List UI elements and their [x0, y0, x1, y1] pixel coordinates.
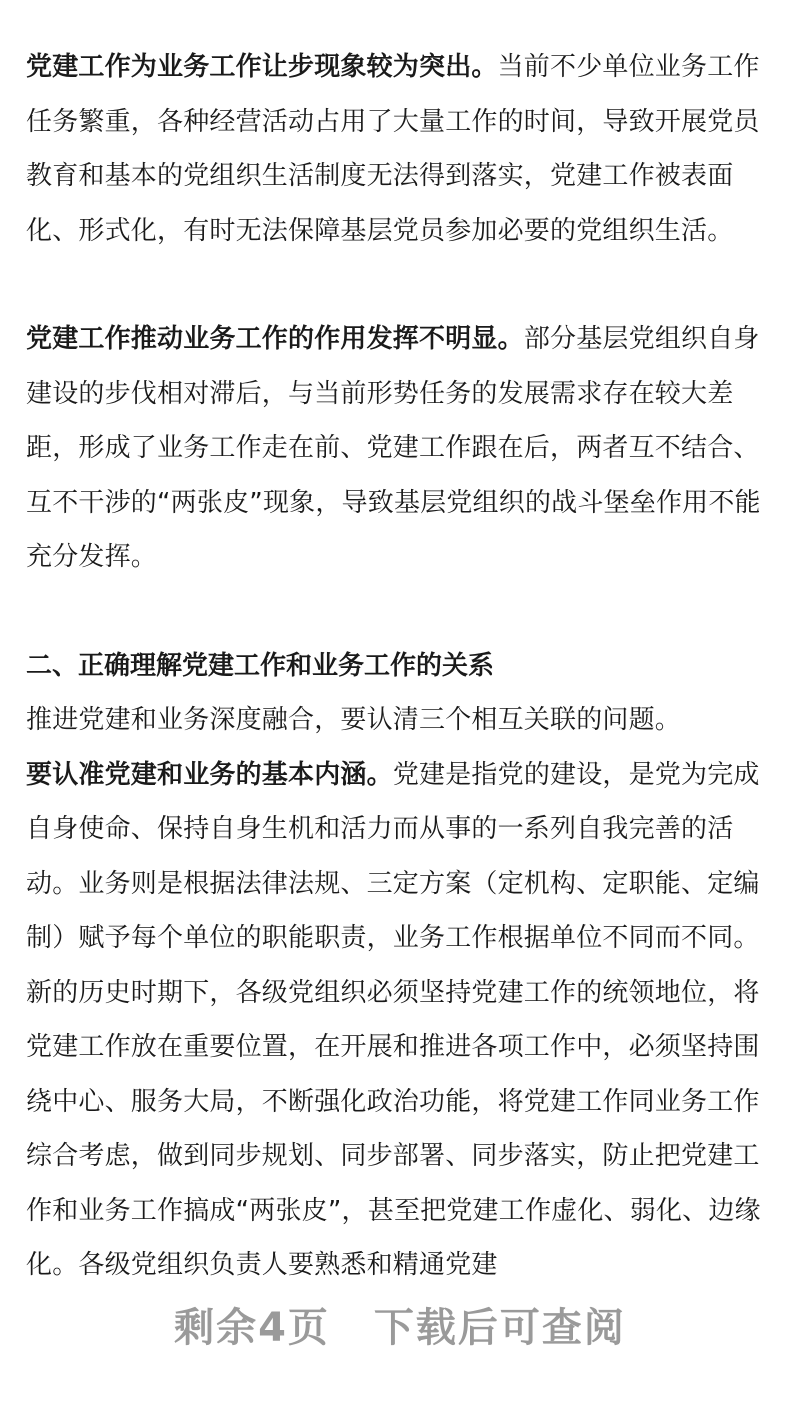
paragraph-2-lead: 党建工作推动业务工作的作用发挥不明显。 — [26, 324, 524, 354]
download-to-view-label: 下载后可查阅 — [373, 1305, 626, 1351]
spacer — [26, 258, 778, 312]
paragraph-3-lead: 要认准党建和业务的基本内涵。 — [26, 759, 393, 790]
paragraph-2-body: 部分基层党组织自身建设的步伐相对滞后，与当前形势任务的发展需求存在较大差距，形成了业务工作走在前、党建工作跟在后，两者互不结合、互不干涉的“两张皮”现象，导致基层党组织的战斗堡垒作用不能充分发挥。 — [26, 324, 761, 572]
document-body — [26, 40, 778, 1293]
paragraph-3-body: 党建是指党的建设，是党为完成自身使命、保持自身生机和活力而从事的一系列自我完善的活动。业务则是根据法律法规、三定方案（定机构、定职能、定编制）赋予每个单位的职能职责，业务工作根据单位不同而不同。新的历史时期下，各级党组织必须坚持党建工作的统领地位，将党建工作放在重要位置，在开展和推进各项工作中，必须坚持围绕中心、服务大局，不断强化政治功能，将党建工作同业务工作综合考虑，做到同步规划、同步部署、同步落实，防止把党建工作和业务工作搞成“两张皮”，甚至把党建工作虚化、弱化、边缘化。各级党组织负责人要熟悉和精通党建 — [26, 759, 761, 1280]
spacer — [26, 585, 778, 639]
paragraph-2 — [26, 312, 778, 585]
intro-paragraph: 推进党建和业务深度融合，要认清三个相互关联的问题。 — [26, 705, 682, 735]
paragraph-1-body: 当前不少单位业务工作任务繁重，各种经营活动占用了大量工作的时间，导致开展党员教育和基本的党组织生活制度无法得到落实，党建工作被表面化、形式化，有时无法保障基层党员参加必要的党组织生活。 — [26, 52, 760, 246]
download-banner[interactable] — [0, 1302, 800, 1354]
section-heading: 二、正确理解党建工作和业务工作的关系 — [26, 650, 495, 681]
remaining-pages-label: 剩余4页 — [174, 1305, 330, 1351]
paragraph-1-lead: 党建工作为业务工作让步现象较为突出。 — [26, 52, 498, 82]
paragraph-1 — [26, 40, 778, 258]
paragraph-3 — [26, 748, 778, 1293]
